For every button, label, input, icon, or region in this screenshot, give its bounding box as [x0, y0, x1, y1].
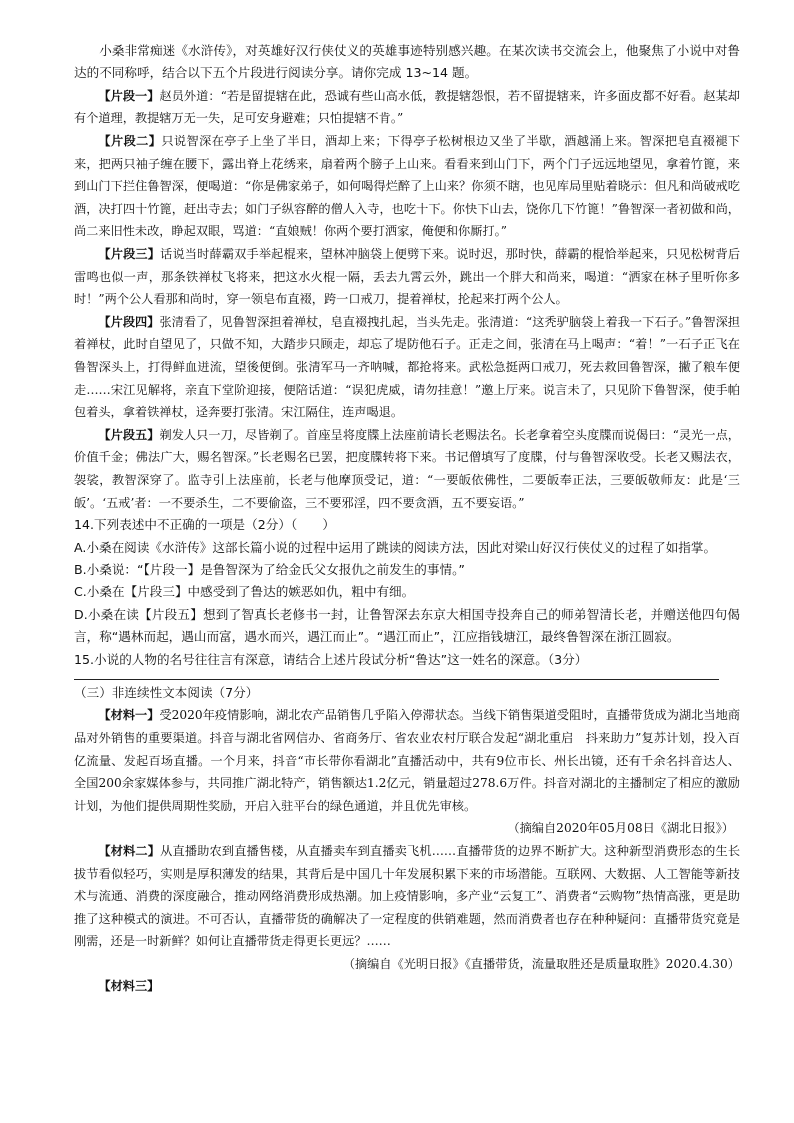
question-14-option-d: D.小桑在读【片段五】想到了智真长老修书一封，让鲁智深去东京大相国寺投奔自己的师弟智清长老，并赠送他四句偈言，称“遇林而起，遇山而富，遇水而兴，遇江而止”。“遇江而止”，江应指钱塘江，最终鲁智深在浙江圆寂。 — [74, 606, 740, 645]
fragment-4-label: 【片段四】 — [98, 314, 160, 329]
fragment-4-text: 张清看了，见鲁智深担着禅杖，皂直裰拽扎起，当头先走。张清道：“这秃驴脑袋上着我一下石子。”鲁智深担着禅杖，此时自望见了，只做不知，大踏步只顾走，却忘了堤防他石子。正走之间，张清在马上喝声：“着！”一石子正飞在鲁智深头上，打得鲜血迸流，望後便倒。张清军马一齐呐喊，都抢将来。武松急挺两口戒刀，死去救回鲁智深，撇了粮车便走……宋江见解将，亲直下堂阶迎接，便陪话道：“误犯虎威，请勿挂意！”邀上厅来。说言未了，只见阶下鲁智深，使手帕包着头，拿着铁禅杖，迳奔要打张清。宋江隔住，连声喝退。 — [74, 314, 740, 420]
material-2-source: （摘编自《光明日报》《直播带货，流量取胜还是质量取胜》2020.4.30） — [342, 956, 740, 971]
question-15: 15.小说的人物的名号往往言有深意，请结合上述片段试分析“鲁达”这一姓名的深意。（3分） — [74, 651, 588, 667]
fragment-1-label: 【片段一】 — [98, 88, 160, 103]
material-1-source: （摘编自2020年05月08日《湖北日报》） — [507, 821, 734, 836]
fragment-3-text: 话说当时薛霸双手举起棍来，望林冲脑袋上便劈下来。说时迟，那时快，薛霸的棍恰举起来，只见松树背后雷鸣也似一声，那条铁禅杖飞将来，把这水火棍一隔，丢去九霄云外，跳出一个胖大和尚来，喝道：“洒家在林子里听你多时！”两个公人看那和尚时，穿一领皂布直裰，跨一口戒刀，提着禅杖，抡起来打两个公人。 — [74, 246, 741, 307]
exam-page — [74, 40, 740, 998]
fragment-5-label: 【片段五】 — [98, 427, 160, 442]
fragment-2-text: 只说智深在亭子上坐了半日，酒却上来；下得亭子松树根边又坐了半歇，酒越涌上来。智深把皂直裰褪下来，把两只袖子缠在腰下，露出脊上花绣来，扇着两个膀子上山来。看看来到山门下，两个门子远远地望见，拿着竹篦，来到山门下拦住鲁智深，便喝道：“你是佛家弟子，如何喝得烂醉了上山来？你须不瞎，也见库局里贴着晓示：但凡和尚破戒吃酒，决打四十竹篦，赶出寺去；如门子纵容醉的僧人入寺，也吃十下。你快下山去，饶你几下竹篦！”鲁智深一者初做和尚，尚二来旧性未改，睁起双眼，骂道：“直娘贼！你两个要打洒家，俺便和你厮打。” — [74, 134, 741, 239]
fragment-5-text: 剃发人只一刀，尽皆剃了。首座呈将度牒上法座前请长老赐法名。长老拿着空头度牒而说偈曰：“灵光一点，价值千金；佛法广大，赐名智深。”长老赐名已罢，把度牒转将下来。书记僧填写了度牒，付与鲁智深收受。长老又赐法衣，袈裟，教智深穿了。监寺引上法座前，长老与他摩顶受记，道：“一要皈依佛性，二要皈奉正法，三要皈敬师友：此是‘三皈’。‘五戒’者：一不要杀生，二不要偷盗，三不要邪淫，四不要贪酒，五不要妄语。” — [74, 427, 740, 510]
material-2 — [74, 840, 740, 953]
question-14-stem: 14.下列表述中不正确的一项是（2分）（ ） — [74, 517, 336, 533]
fragment-3 — [74, 243, 740, 311]
section-3-title: （三）非连续性文本阅读（7分） — [74, 684, 259, 700]
fragment-3-label: 【片段三】 — [98, 246, 161, 261]
material-1-label: 【材料一】 — [98, 708, 160, 723]
material-1 — [74, 704, 740, 817]
fragment-5 — [74, 424, 740, 514]
material-1-text: 受2020年疫情影响，湖北农产品销售几乎陷入停滞状态。当线下销售渠道受阻时，直播带货成为湖北当地商品对外销售的重要渠道。抖音与湖北省网信办、省商务厅、省农业农村厅联合发起“湖北重启 抖来助力”复苏计划，投入百亿流量、发起百场直播。一个月来，抖音“市长带你看湖北”直播活动中，共有9位市长、州长出镜，还有千余名抖音达人、全国200余家媒体参与，共同推广湖北特产，销售额达1.2亿元，销量超过278.6万件。抖音对湖北的主播制定了相应的激励计划，为他们提供周期性奖励，开启入驻平台的绿色通道，并且优先审核。 — [74, 708, 741, 813]
fragment-2 — [74, 130, 740, 243]
fragment-1 — [74, 85, 740, 130]
fragment-4 — [74, 311, 740, 424]
question-14-option-c: C.小桑在【片段三】中感受到了鲁达的嫉恶如仇，粗中有细。 — [74, 584, 415, 600]
material-3 — [74, 975, 740, 998]
material-3-label: 【材料三】 — [98, 979, 160, 994]
section-divider — [74, 679, 719, 680]
material-2-text: 从直播助农到直播售楼，从直播卖车到直播卖飞机……直播带货的边界不断扩大。这种新型消费形态的生长拔节看似轻巧，实则是厚积薄发的结果，其背后是中国几十年发展积累下来的市场潜能。互联网、大数据、人工智能等新技术与流通、消费的深度融合，推动网络消费形成热潮。加上疫情影响，多产业“云复工”、消费者“云购物”热情高涨，更是助推了这种模式的演进。不可否认，直播带货的确解决了一定程度的供销难题，然而消费者也存在种种疑问：直播带货究竟是刚需，还是一时新鲜？如何让直播带货走得更长更远？…… — [74, 843, 741, 949]
intro-paragraph: 小桑非常痴迷《水浒传》，对英雄好汉行侠仗义的英雄事迹特别感兴趣。在某次读书交流会上，他聚焦了小说中对鲁达的不同称呼，结合以下五个片段进行阅读分享。请你完成 13~14 题。 — [74, 43, 740, 81]
question-14-option-a: A.小桑在阅读《水浒传》这部长篇小说的过程中运用了跳读的阅读方法，因此对梁山好汉行侠仗义的过程了如指掌。 — [74, 539, 717, 555]
material-2-label: 【材料二】 — [98, 843, 161, 858]
question-14-option-b: B.小桑说：“【片段一】是鲁智深为了给金氏父女报仇之前发生的事情。” — [74, 561, 465, 577]
fragment-2-label: 【片段二】 — [98, 134, 162, 148]
fragment-1-text: 赵员外道：“若是留提辖在此，恐诚有些山高水低，教提辖怨恨，若不留提辖来，许多面皮都不好看。赵某却有个道理，教提辖万无一失，足可安身避难；只怕提辖不肯。” — [74, 88, 740, 126]
